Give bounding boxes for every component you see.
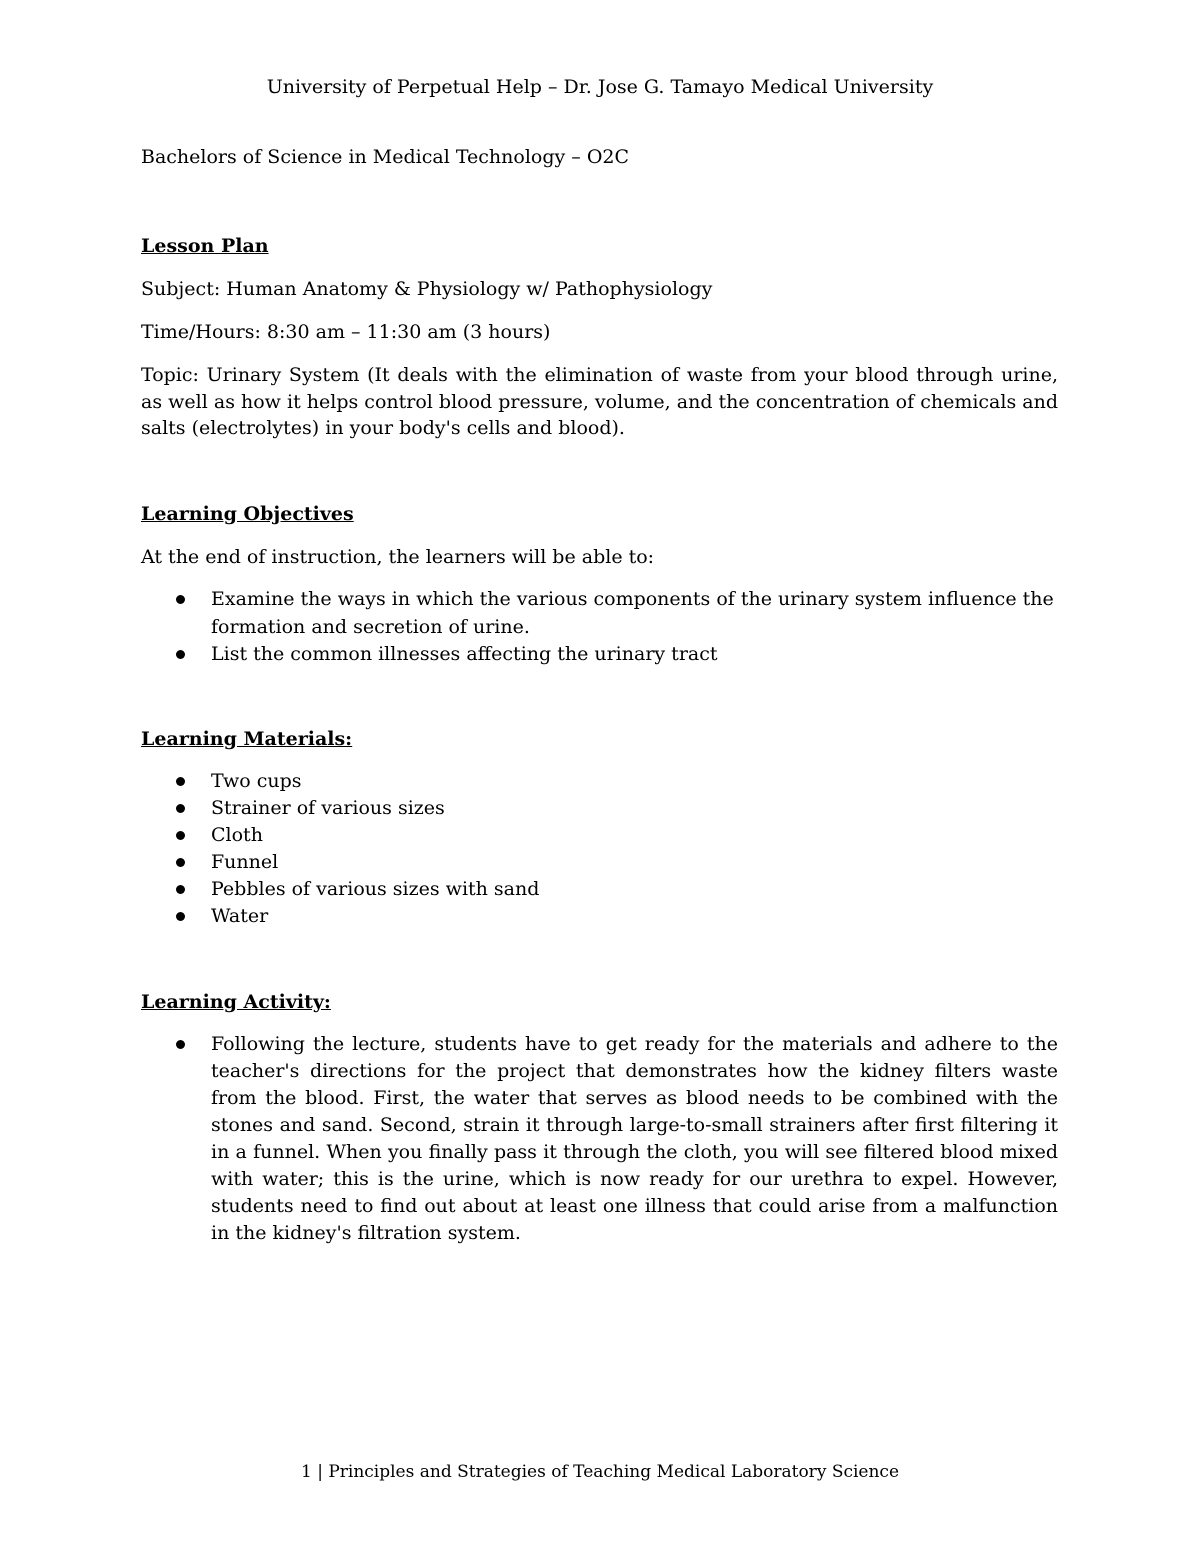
list-item bbox=[141, 641, 1058, 669]
list-item bbox=[141, 1031, 1058, 1247]
bullet-icon bbox=[176, 777, 185, 786]
learning-materials-heading: Learning Materials: bbox=[141, 728, 353, 750]
bullet-icon bbox=[176, 858, 185, 867]
list-item bbox=[141, 795, 1058, 822]
list-item bbox=[141, 849, 1058, 876]
material-text: Funnel bbox=[211, 851, 279, 873]
bullet-icon bbox=[176, 912, 185, 921]
objectives-intro: At the end of instruction, the learners will be able to: bbox=[141, 546, 655, 568]
objective-text: Examine the ways in which the various components of the urinary system influence the formation and secretion of urine. bbox=[211, 588, 1054, 638]
bullet-icon bbox=[176, 831, 185, 840]
bullet-icon bbox=[176, 804, 185, 813]
list-item bbox=[141, 876, 1058, 903]
subject-line: Subject: Human Anatomy & Physiology w/ Pathophysiology bbox=[141, 278, 713, 300]
material-text: Two cups bbox=[211, 770, 302, 792]
topic-paragraph: Topic: Urinary System (It deals with the elimination of waste from your blood through urine, as well as how it helps control blood pressure, volume, and the concentration of chemicals and salts (electrolytes) in your body's cells and blood). bbox=[141, 364, 1058, 439]
learning-activity-heading: Learning Activity: bbox=[141, 991, 331, 1013]
list-item bbox=[141, 903, 1058, 930]
program-line: Bachelors of Science in Medical Technology – O2C bbox=[141, 146, 630, 168]
institution-header: University of Perpetual Help – Dr. Jose G. Tamayo Medical University bbox=[266, 76, 934, 98]
bullet-icon bbox=[176, 885, 185, 894]
list-item bbox=[141, 768, 1058, 795]
material-text: Strainer of various sizes bbox=[211, 797, 445, 819]
list-item bbox=[141, 586, 1058, 641]
bullet-icon bbox=[176, 1040, 185, 1049]
materials-list bbox=[141, 768, 1058, 930]
time-hours-line: Time/Hours: 8:30 am – 11:30 am (3 hours) bbox=[141, 321, 551, 343]
bullet-icon bbox=[176, 595, 185, 604]
lesson-plan-heading: Lesson Plan bbox=[141, 235, 269, 257]
page-footer: 1 | Principles and Strategies of Teaching Medical Laboratory Science bbox=[300, 1462, 900, 1482]
material-text: Water bbox=[211, 905, 269, 927]
objectives-list bbox=[141, 586, 1058, 669]
objective-text: List the common illnesses affecting the urinary tract bbox=[211, 643, 718, 665]
list-item bbox=[141, 822, 1058, 849]
material-text: Cloth bbox=[211, 824, 263, 846]
bullet-icon bbox=[176, 650, 185, 659]
activity-list bbox=[141, 1031, 1058, 1247]
material-text: Pebbles of various sizes with sand bbox=[211, 878, 540, 900]
learning-objectives-heading: Learning Objectives bbox=[141, 503, 354, 525]
activity-text: Following the lecture, students have to get ready for the materials and adhere to the teacher's directions for the project that demonstrates how the kidney filters waste from the blood. First, the water that serves as blood needs to be combined with the stones and sand. Second, strain it through large-to-small strainers after first filtering it in a funnel. When you finally pass it through the cloth, you will see filtered blood mixed with water; this is the urine, which is now ready for our urethra to expel. However, students need to find out about at least one illness that could arise from a malfunction in the kidney's filtration system. bbox=[211, 1033, 1058, 1244]
